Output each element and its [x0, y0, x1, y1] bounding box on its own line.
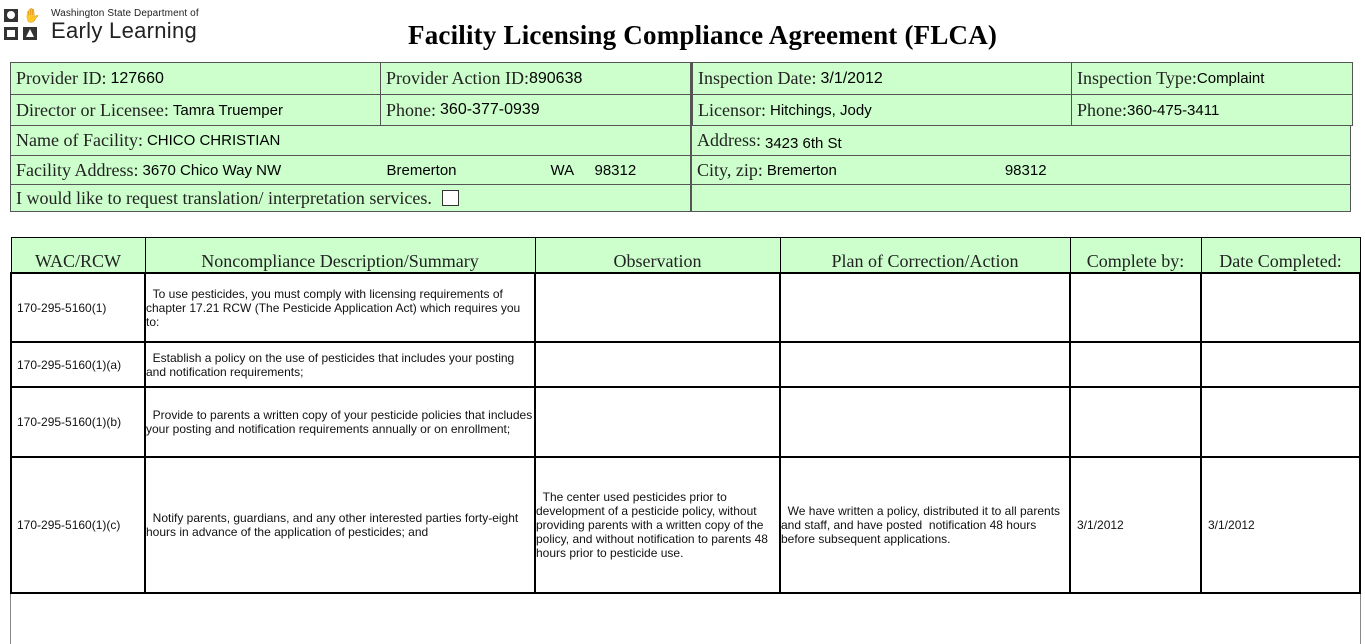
provider-action-id-label: Provider Action ID: [386, 68, 529, 88]
empty-field [690, 184, 1351, 212]
provider-id-value: 127660 [110, 69, 164, 87]
observation-cell [535, 387, 780, 457]
director-label: Director or Licensee: [16, 99, 169, 120]
facility-name-value: CHICO CHRISTIAN [146, 132, 281, 149]
logo-department: Washington State Department of [51, 8, 199, 19]
complete-by-cell: 3/1/2012 [1070, 457, 1201, 593]
table-header-row [11, 238, 1360, 274]
page-title: Facility Licensing Compliance Agreement (FLCA) [408, 20, 998, 50]
facility-name-label: Name of Facility: [16, 130, 143, 150]
provider-id-field [10, 62, 381, 95]
facility-state-value: WA [550, 161, 575, 179]
translation-label: I would like to request translation/ interpretation services. [16, 187, 432, 208]
inspection-date-field [692, 62, 1072, 95]
header-plan: Plan of Correction/Action [780, 238, 1070, 274]
wac-cell: 170-295-5160(1)(a) [11, 342, 145, 387]
address-value: 3423 6th St [765, 135, 842, 152]
licensor-phone-field [1071, 94, 1353, 126]
description-cell: To use pesticides, you must comply with licensing requirements of chapter 17.21 RCW (The Pesticide Application Act) which requires you to: [145, 273, 535, 342]
inspection-type-label: Inspection Type: [1077, 68, 1197, 88]
header-wac-rcw: WAC/RCW [11, 238, 145, 274]
licensor-field [692, 94, 1072, 126]
table-row [11, 342, 1360, 387]
address-field [690, 125, 1351, 156]
observation-cell: The center used pesticides prior to development of a pesticide policy, without providing parents with a written copy of the policy, and without notification to parents 48 hours prior to pesticide use. [535, 457, 780, 593]
licensor-phone-label: Phone: [1077, 99, 1128, 120]
table-row [11, 457, 1360, 593]
wac-cell: 170-295-5160(1)(c) [11, 457, 145, 593]
phone-value: 360-377-0939 [440, 101, 540, 118]
provider-id-label: Provider ID: [16, 68, 107, 88]
date-completed-cell [1201, 342, 1360, 387]
inspection-type-value: Complaint [1196, 70, 1265, 87]
zip-value: 98312 [1004, 161, 1047, 179]
licensor-value: Hitchings, Jody [769, 101, 872, 119]
city-zip-label: City, zip: [697, 159, 763, 180]
table-row [11, 387, 1360, 457]
address-label: Address: [697, 130, 761, 150]
provider-info-section [10, 62, 1352, 211]
square-icon [4, 27, 18, 40]
inspection-date-value: 3/1/2012 [820, 69, 883, 87]
hand-icon: ✋ [23, 6, 41, 23]
director-field [10, 94, 381, 126]
facility-zip-value: 98312 [594, 161, 637, 179]
header-date-completed: Date Completed: [1201, 238, 1360, 274]
date-completed-cell [1201, 387, 1360, 457]
del-logo [4, 8, 199, 42]
complete-by-cell [1070, 387, 1201, 457]
date-completed-cell: 3/1/2012 [1201, 457, 1360, 593]
logo-icons [4, 6, 41, 42]
wac-cell: 170-295-5160(1) [11, 273, 145, 342]
facility-address-field [10, 155, 691, 185]
plan-cell [780, 387, 1070, 457]
inspection-date-label: Inspection Date: [698, 68, 817, 88]
facility-street-value: 3670 Chico Way NW [142, 161, 282, 179]
licensor-phone-value: 360-475-3411 [1127, 101, 1220, 119]
city-zip-field [690, 155, 1351, 185]
logo-name: Early Learning [51, 18, 198, 43]
phone-field [380, 94, 691, 126]
description-cell: Establish a policy on the use of pesticides that includes your posting and notification requirements; [145, 342, 535, 387]
table-row [11, 273, 1360, 342]
wac-cell: 170-295-5160(1)(b) [11, 387, 145, 457]
complete-by-cell [1070, 342, 1201, 387]
provider-action-id-field [380, 62, 691, 95]
noncompliance-table [10, 237, 1361, 594]
complete-by-cell [1070, 273, 1201, 342]
plan-cell: We have written a policy, distributed it to all parents and staff, and have posted notification 48 hours before subsequent applications. [780, 457, 1070, 593]
plan-cell [780, 273, 1070, 342]
observation-cell [535, 342, 780, 387]
provider-action-id-value: 890638 [528, 69, 583, 87]
header-description: Noncompliance Description/Summary [145, 238, 535, 274]
translation-checkbox[interactable] [442, 190, 459, 206]
plan-cell [780, 342, 1070, 387]
date-completed-cell [1201, 273, 1360, 342]
triangle-icon [23, 27, 37, 40]
header-complete-by: Complete by: [1070, 238, 1201, 274]
licensor-label: Licensor: [698, 99, 766, 120]
translation-request-field [10, 184, 691, 212]
city-value: Bremerton [766, 161, 837, 179]
observation-cell [535, 273, 780, 342]
director-value: Tamra Truemper [172, 101, 283, 119]
inspection-type-field [1071, 62, 1353, 95]
facility-city-value: Bremerton [386, 161, 457, 179]
header-observation: Observation [535, 238, 780, 274]
circle-icon [4, 9, 18, 22]
description-cell: Provide to parents a written copy of your pesticide policies that includes your posting and notification requirements annually or on enrollment; [145, 387, 535, 457]
phone-label: Phone: [386, 99, 437, 120]
facility-name-field [10, 125, 691, 156]
continuation-area [10, 594, 1361, 644]
facility-address-label: Facility Address: [16, 159, 139, 180]
description-cell: Notify parents, guardians, and any other interested parties forty-eight hours in advance of the application of pesticides; and [145, 457, 535, 593]
